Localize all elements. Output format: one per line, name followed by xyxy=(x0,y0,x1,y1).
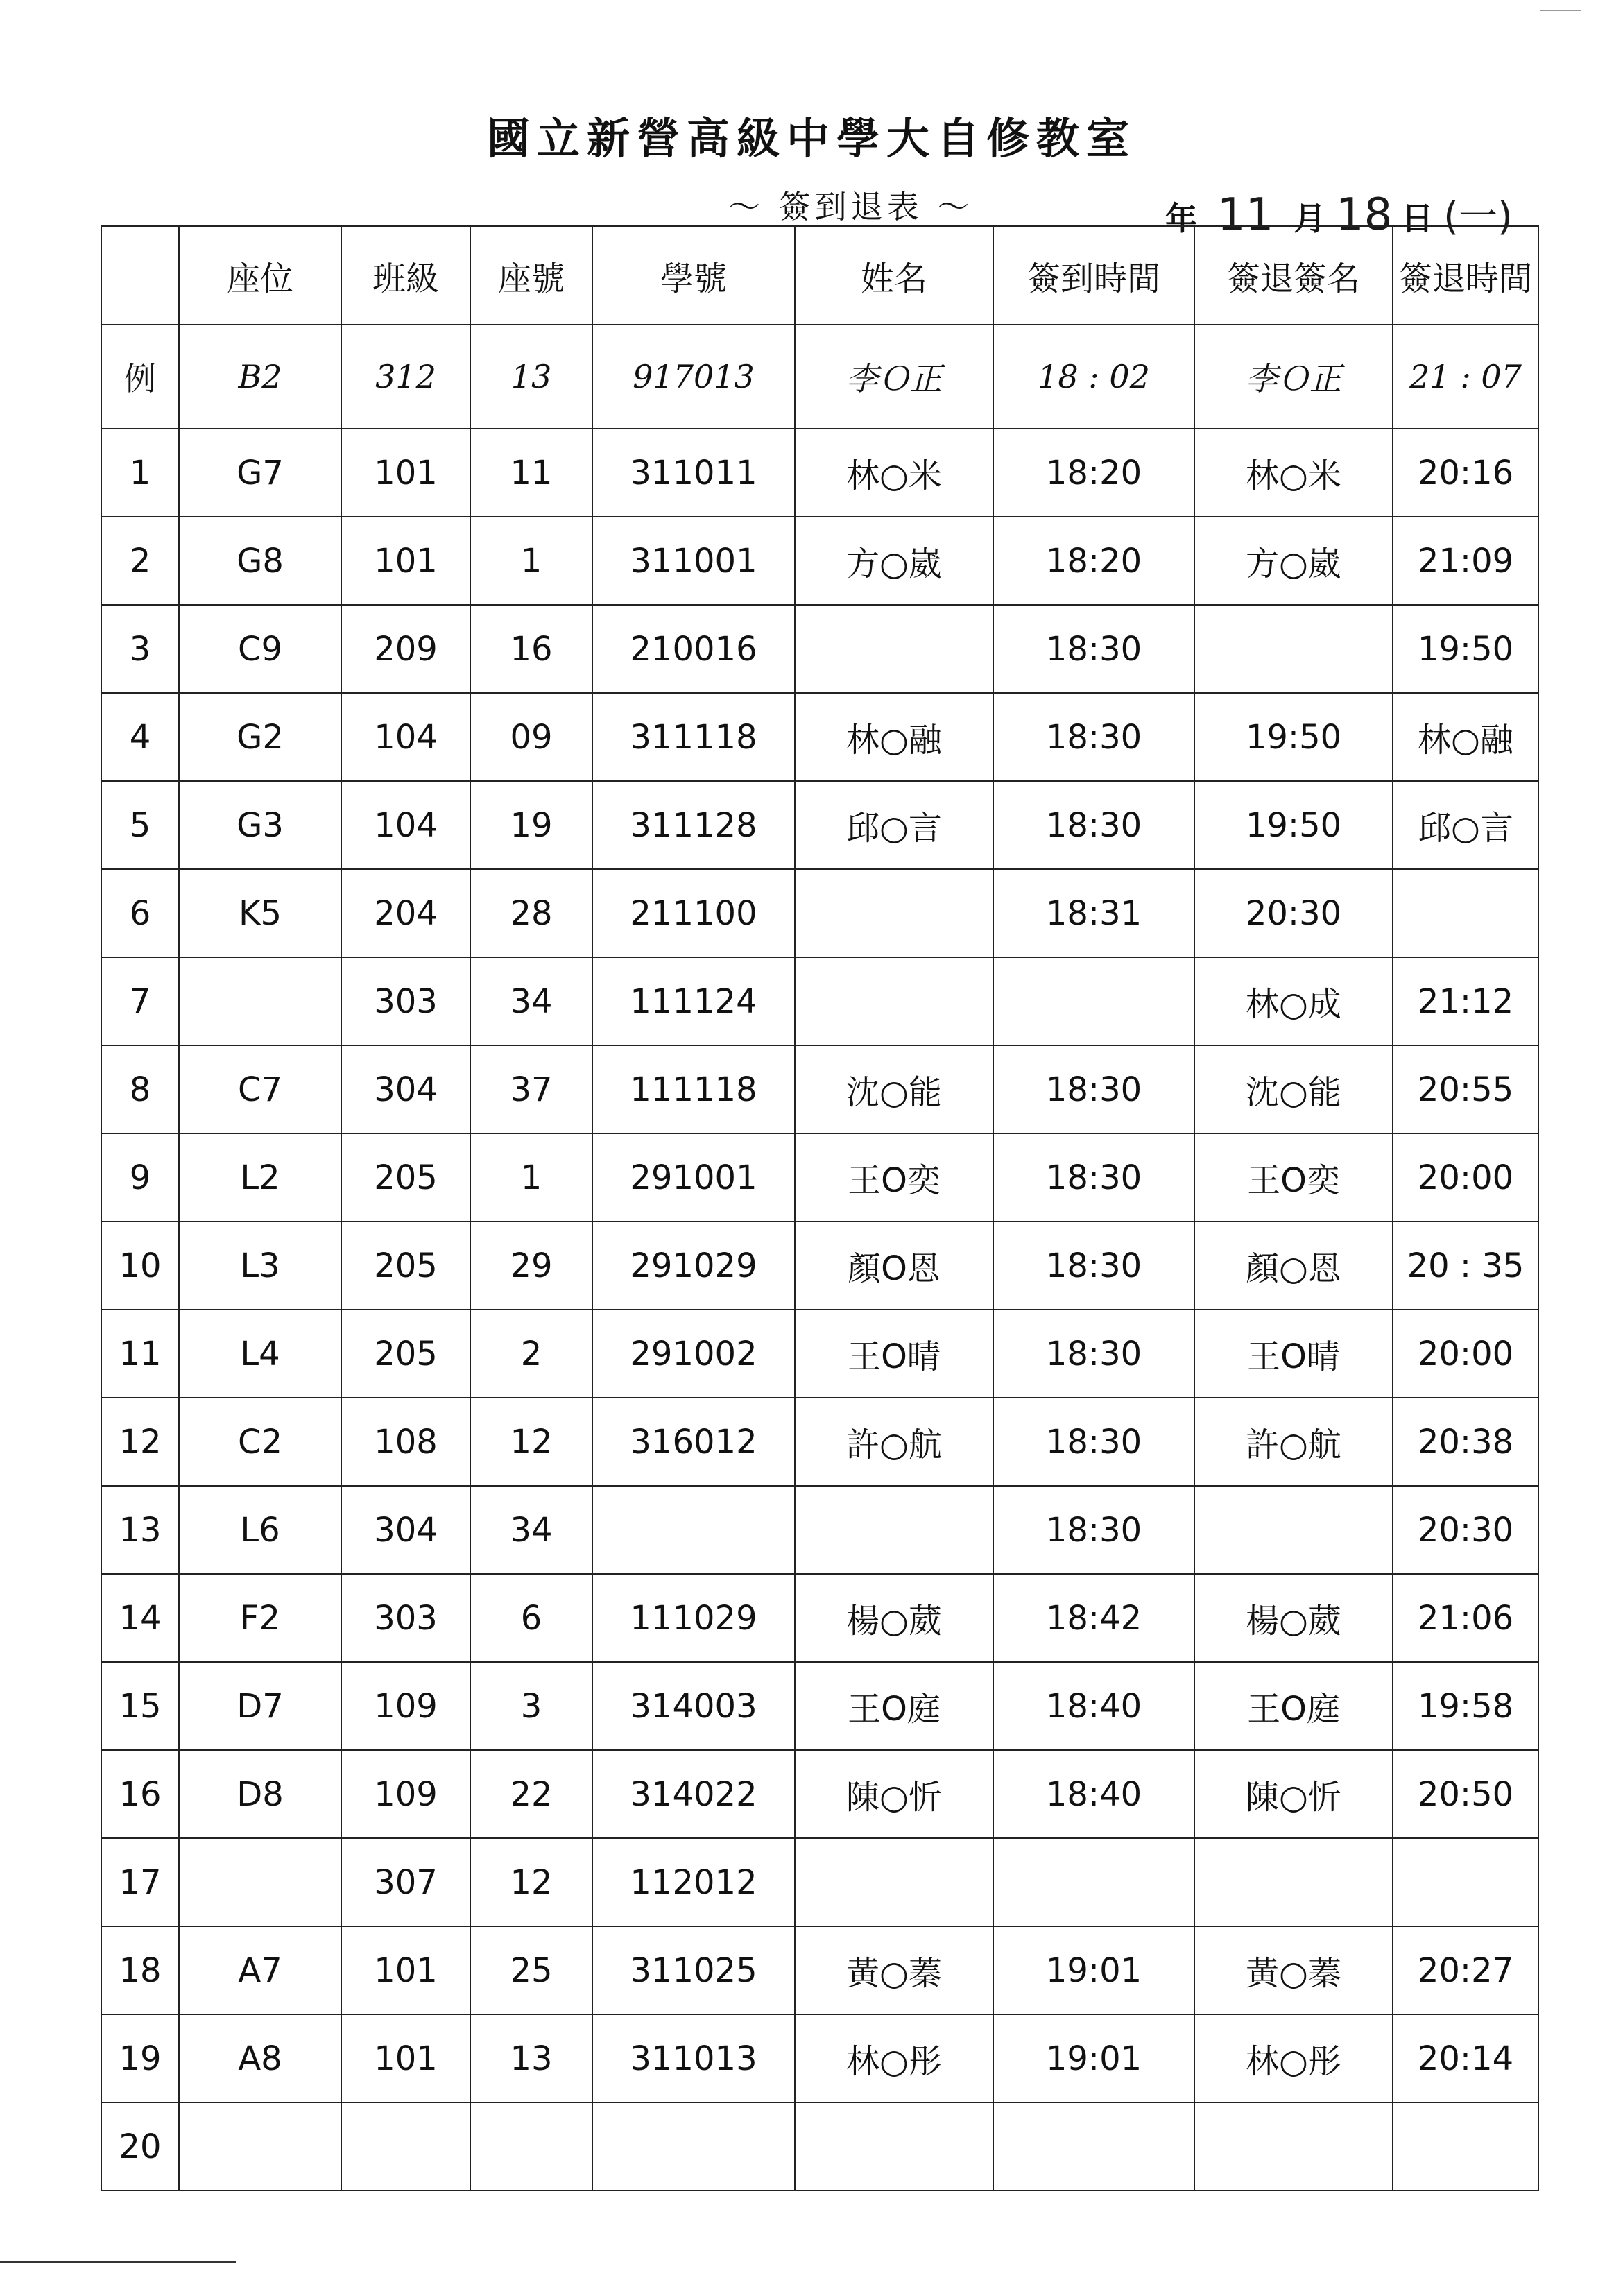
cell-corner: 10 xyxy=(101,1222,179,1310)
cell-student-id: 211100 xyxy=(592,869,795,957)
cell-name: 楊○葳 xyxy=(795,1574,993,1662)
cell-seat-no: 29 xyxy=(470,1222,592,1310)
cell-class: 304 xyxy=(341,1486,470,1574)
cell-corner: 7 xyxy=(101,957,179,1045)
cell-check-in-time: 18:40 xyxy=(993,1750,1194,1838)
table-row xyxy=(101,1310,1538,1398)
col-header-name: 姓名 xyxy=(795,226,993,325)
cell-seat: G3 xyxy=(179,781,341,869)
table-row xyxy=(101,1222,1538,1310)
col-header-check-out-signature: 簽退簽名 xyxy=(1194,226,1393,325)
cell-check-out-signature xyxy=(1194,2102,1393,2191)
cell-corner: 8 xyxy=(101,1045,179,1133)
cell-name: 林○彤 xyxy=(795,2014,993,2102)
cell-seat: D7 xyxy=(179,1662,341,1750)
cell-student-id: 112012 xyxy=(592,1838,795,1926)
cell-name: 王O奕 xyxy=(795,1133,993,1222)
cell-class: 101 xyxy=(341,517,470,605)
cell-seat: C2 xyxy=(179,1398,341,1486)
cell-seat: G8 xyxy=(179,517,341,605)
cell-seat-no: 1 xyxy=(470,1133,592,1222)
cell-check-in-time: 18:40 xyxy=(993,1662,1194,1750)
cell-check-out-signature: 林○米 xyxy=(1194,429,1393,517)
cell-seat-no: 13 xyxy=(470,325,592,429)
cell-seat: A7 xyxy=(179,1926,341,2014)
cell-seat-no: 22 xyxy=(470,1750,592,1838)
cell-corner: 19 xyxy=(101,2014,179,2102)
cell-student-id: 210016 xyxy=(592,605,795,693)
cell-check-in-time: 18:30 xyxy=(993,1310,1194,1398)
cell-student-id: 314003 xyxy=(592,1662,795,1750)
cell-check-out-signature: 許○航 xyxy=(1194,1398,1393,1486)
cell-seat-no: 13 xyxy=(470,2014,592,2102)
cell-student-id: 111124 xyxy=(592,957,795,1045)
cell-name: 林○融 xyxy=(795,693,993,781)
month-value: 11 xyxy=(1217,189,1274,241)
cell-student-id: 111118 xyxy=(592,1045,795,1133)
cell-check-in-time: 18:30 xyxy=(993,1045,1194,1133)
cell-check-in-time xyxy=(993,1838,1194,1926)
cell-check-out-signature: 王O庭 xyxy=(1194,1662,1393,1750)
cell-check-out-signature: 楊○葳 xyxy=(1194,1574,1393,1662)
cell-check-out-signature xyxy=(1194,605,1393,693)
cell-seat-no: 28 xyxy=(470,869,592,957)
cell-student-id: 111029 xyxy=(592,1574,795,1662)
cell-corner: 18 xyxy=(101,1926,179,2014)
cell-corner: 3 xyxy=(101,605,179,693)
cell-corner: 9 xyxy=(101,1133,179,1222)
cell-check-out-time: 20:14 xyxy=(1393,2014,1538,2102)
table-row xyxy=(101,1926,1538,2014)
cell-check-in-time xyxy=(993,2102,1194,2191)
cell-seat-no: 11 xyxy=(470,429,592,517)
cell-student-id: 311118 xyxy=(592,693,795,781)
cell-class: 101 xyxy=(341,429,470,517)
cell-name xyxy=(795,869,993,957)
cell-check-out-time: 19:58 xyxy=(1393,1662,1538,1750)
cell-seat: C9 xyxy=(179,605,341,693)
cell-check-out-signature: 王O奕 xyxy=(1194,1133,1393,1222)
cell-check-out-time: 20:00 xyxy=(1393,1310,1538,1398)
cell-corner: 5 xyxy=(101,781,179,869)
cell-check-out-signature: 19:50 xyxy=(1194,693,1393,781)
cell-seat-no: 2 xyxy=(470,1310,592,1398)
cell-corner: 12 xyxy=(101,1398,179,1486)
cell-class: 209 xyxy=(341,605,470,693)
page-title: 國立新營高級中學大自修教室 xyxy=(486,113,1136,164)
cell-student-id: 311013 xyxy=(592,2014,795,2102)
cell-student-id: 311025 xyxy=(592,1926,795,2014)
cell-check-in-time: 18:30 xyxy=(993,1398,1194,1486)
cell-check-in-time: 18:31 xyxy=(993,869,1194,957)
cell-corner: 1 xyxy=(101,429,179,517)
cell-student-id: 291029 xyxy=(592,1222,795,1310)
cell-check-out-signature: 林○成 xyxy=(1194,957,1393,1045)
cell-check-in-time: 18:30 xyxy=(993,781,1194,869)
table-row xyxy=(101,2102,1538,2191)
cell-check-out-time: 21:06 xyxy=(1393,1574,1538,1662)
cell-seat-no: 12 xyxy=(470,1838,592,1926)
cell-seat: D8 xyxy=(179,1750,341,1838)
cell-check-out-time: 19:50 xyxy=(1393,605,1538,693)
table-row xyxy=(101,1398,1538,1486)
cell-corner: 14 xyxy=(101,1574,179,1662)
cell-seat: L4 xyxy=(179,1310,341,1398)
table-row xyxy=(101,2014,1538,2102)
table-row xyxy=(101,1486,1538,1574)
cell-seat xyxy=(179,957,341,1045)
cell-student-id: 917013 xyxy=(592,325,795,429)
cell-check-out-time: 20:00 xyxy=(1393,1133,1538,1222)
cell-class: 205 xyxy=(341,1133,470,1222)
cell-class: 104 xyxy=(341,781,470,869)
cell-check-out-time: 20:27 xyxy=(1393,1926,1538,2014)
cell-name xyxy=(795,605,993,693)
cell-seat-no: 19 xyxy=(470,781,592,869)
cell-seat-no xyxy=(470,2102,592,2191)
cell-student-id: 316012 xyxy=(592,1398,795,1486)
month-label: 月 xyxy=(1294,200,1326,237)
cell-corner: 16 xyxy=(101,1750,179,1838)
cell-check-out-signature: 陳○忻 xyxy=(1194,1750,1393,1838)
cell-class: 303 xyxy=(341,1574,470,1662)
cell-check-out-time: 20:50 xyxy=(1393,1750,1538,1838)
cell-check-out-time xyxy=(1393,1838,1538,1926)
col-header-corner xyxy=(101,226,179,325)
table-row xyxy=(101,605,1538,693)
table-row xyxy=(101,781,1538,869)
cell-student-id: 311001 xyxy=(592,517,795,605)
cell-corner: 6 xyxy=(101,869,179,957)
cell-check-out-signature: 顏○恩 xyxy=(1194,1222,1393,1310)
cell-check-out-signature: 林○彤 xyxy=(1194,2014,1393,2102)
cell-student-id: 291001 xyxy=(592,1133,795,1222)
cell-seat-no: 1 xyxy=(470,517,592,605)
cell-check-out-time: 邱○言 xyxy=(1393,781,1538,869)
cell-name: 李Ｏ正 xyxy=(795,325,993,429)
cell-check-out-time xyxy=(1393,869,1538,957)
cell-seat-no: 34 xyxy=(470,957,592,1045)
table-row xyxy=(101,1838,1538,1926)
cell-check-in-time: 18:30 xyxy=(993,1133,1194,1222)
cell-check-out-time xyxy=(1393,2102,1538,2191)
cell-student-id: 311011 xyxy=(592,429,795,517)
cell-class: 108 xyxy=(341,1398,470,1486)
cell-class: 101 xyxy=(341,1926,470,2014)
day-label: 日 xyxy=(1401,200,1434,237)
cell-seat: L6 xyxy=(179,1486,341,1574)
cell-seat: K5 xyxy=(179,869,341,957)
cell-seat xyxy=(179,2102,341,2191)
cell-corner: 4 xyxy=(101,693,179,781)
table-row xyxy=(101,1750,1538,1838)
cell-seat: L3 xyxy=(179,1222,341,1310)
cell-name xyxy=(795,2102,993,2191)
cell-check-in-time: 18:20 xyxy=(993,429,1194,517)
cell-student-id xyxy=(592,1486,795,1574)
cell-student-id: 314022 xyxy=(592,1750,795,1838)
cell-check-out-signature: 沈○能 xyxy=(1194,1045,1393,1133)
cell-check-out-signature: 20:30 xyxy=(1194,869,1393,957)
cell-name: 許○航 xyxy=(795,1398,993,1486)
table-row xyxy=(101,957,1538,1045)
cell-seat-no: 3 xyxy=(470,1662,592,1750)
cell-check-out-time: 20:30 xyxy=(1393,1486,1538,1574)
footer-rule xyxy=(0,2261,236,2263)
day-value: 18 xyxy=(1335,189,1393,241)
cell-check-out-signature xyxy=(1194,1838,1393,1926)
cell-name: 林○米 xyxy=(795,429,993,517)
year-label: 年 xyxy=(1165,200,1197,237)
cell-class xyxy=(341,2102,470,2191)
cell-name: 沈○能 xyxy=(795,1045,993,1133)
cell-class: 104 xyxy=(341,693,470,781)
col-header-student-id: 學號 xyxy=(592,226,795,325)
cell-seat: G2 xyxy=(179,693,341,781)
table-row xyxy=(101,517,1538,605)
cell-name: 黃○蓁 xyxy=(795,1926,993,2014)
cell-check-in-time: 19:01 xyxy=(993,2014,1194,2102)
col-header-class: 班級 xyxy=(341,226,470,325)
table-row xyxy=(101,1133,1538,1222)
cell-check-out-time: 林○融 xyxy=(1393,693,1538,781)
cell-check-out-signature: 方○崴 xyxy=(1194,517,1393,605)
col-header-seat-no: 座號 xyxy=(470,226,592,325)
cell-name: 王O庭 xyxy=(795,1662,993,1750)
weekday-value: (一) xyxy=(1443,194,1513,239)
cell-seat: C7 xyxy=(179,1045,341,1133)
cell-seat: L2 xyxy=(179,1133,341,1222)
cell-name xyxy=(795,1838,993,1926)
cell-seat: F2 xyxy=(179,1574,341,1662)
cell-class: 109 xyxy=(341,1662,470,1750)
table-row xyxy=(101,869,1538,957)
cell-seat: A8 xyxy=(179,2014,341,2102)
cell-check-out-time: 20:38 xyxy=(1393,1398,1538,1486)
cell-corner: 17 xyxy=(101,1838,179,1926)
cell-class: 204 xyxy=(341,869,470,957)
header-row xyxy=(101,226,1538,325)
cell-seat-no: 16 xyxy=(470,605,592,693)
cell-check-out-signature xyxy=(1194,1486,1393,1574)
cell-seat-no: 37 xyxy=(470,1045,592,1133)
cell-class: 304 xyxy=(341,1045,470,1133)
cell-corner: 15 xyxy=(101,1662,179,1750)
cell-corner: 11 xyxy=(101,1310,179,1398)
table-row xyxy=(101,429,1538,517)
sign-in-table xyxy=(101,225,1539,2191)
cell-check-in-time: 18:30 xyxy=(993,1486,1194,1574)
corner-mark xyxy=(1540,10,1581,11)
cell-seat-no: 25 xyxy=(470,1926,592,2014)
cell-check-out-time: 20:16 xyxy=(1393,429,1538,517)
cell-check-out-time: 20 : 35 xyxy=(1393,1222,1538,1310)
cell-check-in-time: 18 : 02 xyxy=(993,325,1194,429)
cell-check-in-time: 18:30 xyxy=(993,605,1194,693)
cell-name: 邱○言 xyxy=(795,781,993,869)
cell-name: 方○崴 xyxy=(795,517,993,605)
cell-name: 王O晴 xyxy=(795,1310,993,1398)
col-header-seat: 座位 xyxy=(179,226,341,325)
cell-student-id xyxy=(592,2102,795,2191)
cell-check-in-time: 18:30 xyxy=(993,1222,1194,1310)
cell-seat-no: 34 xyxy=(470,1486,592,1574)
cell-seat-no: 09 xyxy=(470,693,592,781)
cell-check-out-time: 21 : 07 xyxy=(1393,325,1538,429)
cell-check-out-signature: 李Ｏ正 xyxy=(1194,325,1393,429)
cell-student-id: 291002 xyxy=(592,1310,795,1398)
cell-seat-no: 12 xyxy=(470,1398,592,1486)
col-header-check-out-time: 簽退時間 xyxy=(1393,226,1538,325)
cell-seat-no: 6 xyxy=(470,1574,592,1662)
cell-class: 312 xyxy=(341,325,470,429)
table-row xyxy=(101,693,1538,781)
cell-check-in-time xyxy=(993,957,1194,1045)
cell-check-out-time: 20:55 xyxy=(1393,1045,1538,1133)
cell-corner: 例 xyxy=(101,325,179,429)
cell-check-in-time: 18:42 xyxy=(993,1574,1194,1662)
cell-check-in-time: 18:30 xyxy=(993,693,1194,781)
cell-name xyxy=(795,957,993,1045)
cell-class: 205 xyxy=(341,1222,470,1310)
cell-check-out-signature: 黃○蓁 xyxy=(1194,1926,1393,2014)
col-header-check-in-time: 簽到時間 xyxy=(993,226,1194,325)
cell-class: 101 xyxy=(341,2014,470,2102)
cell-name xyxy=(795,1486,993,1574)
cell-seat: B2 xyxy=(179,325,341,429)
cell-corner: 13 xyxy=(101,1486,179,1574)
cell-seat xyxy=(179,1838,341,1926)
cell-name: 顏O恩 xyxy=(795,1222,993,1310)
cell-check-out-time: 21:09 xyxy=(1393,517,1538,605)
table-row xyxy=(101,1574,1538,1662)
example-row xyxy=(101,325,1538,429)
cell-class: 307 xyxy=(341,1838,470,1926)
cell-check-in-time: 19:01 xyxy=(993,1926,1194,2014)
table-row xyxy=(101,1045,1538,1133)
cell-check-in-time: 18:20 xyxy=(993,517,1194,605)
cell-check-out-signature: 19:50 xyxy=(1194,781,1393,869)
cell-class: 109 xyxy=(341,1750,470,1838)
cell-student-id: 311128 xyxy=(592,781,795,869)
cell-seat: G7 xyxy=(179,429,341,517)
cell-corner: 2 xyxy=(101,517,179,605)
cell-corner: 20 xyxy=(101,2102,179,2191)
cell-name: 陳○忻 xyxy=(795,1750,993,1838)
cell-check-out-signature: 王O晴 xyxy=(1194,1310,1393,1398)
cell-class: 303 xyxy=(341,957,470,1045)
table-row xyxy=(101,1662,1538,1750)
cell-class: 205 xyxy=(341,1310,470,1398)
cell-check-out-time: 21:12 xyxy=(1393,957,1538,1045)
form-subtitle: ～ 簽到退表 ～ xyxy=(728,188,974,225)
